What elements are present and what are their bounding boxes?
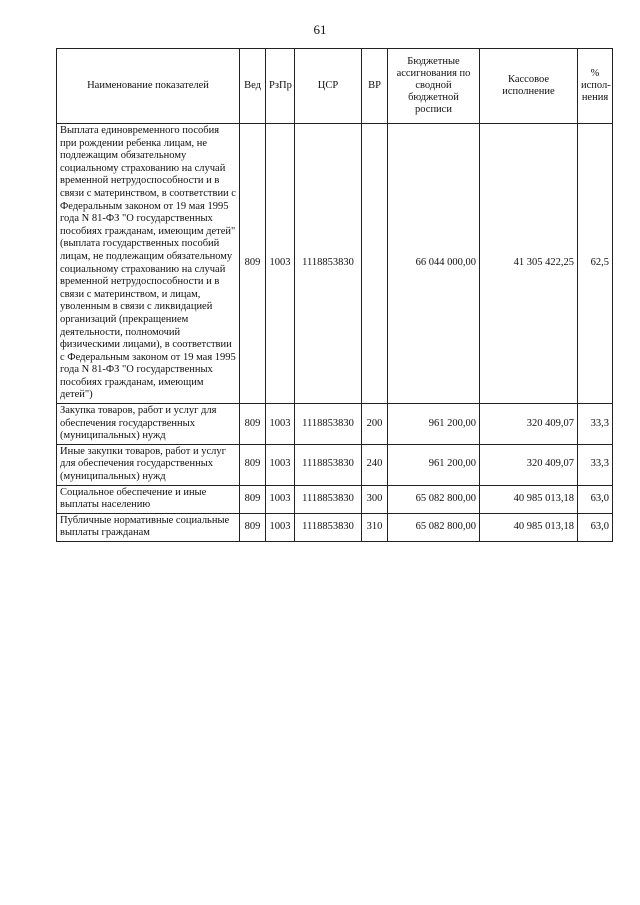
table-row bbox=[57, 404, 613, 445]
row-budget: 961 200,00 bbox=[388, 404, 480, 445]
row-rzpr: 1003 bbox=[266, 485, 295, 513]
row-budget: 65 082 800,00 bbox=[388, 485, 480, 513]
row-rzpr: 1003 bbox=[266, 404, 295, 445]
row-cash: 320 409,07 bbox=[480, 404, 578, 445]
table-row bbox=[57, 485, 613, 513]
header-ved: Вед bbox=[240, 49, 266, 124]
row-ved: 809 bbox=[240, 124, 266, 404]
row-vr: 240 bbox=[362, 444, 388, 485]
header-percent: % испол-нения bbox=[578, 49, 613, 124]
header-rzpr: РзПр bbox=[266, 49, 295, 124]
table-row bbox=[57, 444, 613, 485]
row-cash: 40 985 013,18 bbox=[480, 485, 578, 513]
header-vr: ВР bbox=[362, 49, 388, 124]
row-csr: 1118853830 bbox=[295, 485, 362, 513]
row-csr: 1118853830 bbox=[295, 513, 362, 541]
row-cash: 320 409,07 bbox=[480, 444, 578, 485]
row-csr: 1118853830 bbox=[295, 404, 362, 445]
table-header-row bbox=[57, 49, 613, 124]
row-name: Социальное обеспечение и иные выплаты населению bbox=[57, 485, 240, 513]
row-name: Закупка товаров, работ и услуг для обеспечения государственных (муниципальных) нужд bbox=[57, 404, 240, 445]
table-row bbox=[57, 124, 613, 404]
row-percent: 33,3 bbox=[578, 404, 613, 445]
row-percent: 33,3 bbox=[578, 444, 613, 485]
budget-table bbox=[56, 48, 613, 542]
row-name: Публичные нормативные социальные выплаты гражданам bbox=[57, 513, 240, 541]
table-row bbox=[57, 513, 613, 541]
row-ved: 809 bbox=[240, 444, 266, 485]
row-vr: 310 bbox=[362, 513, 388, 541]
row-csr: 1118853830 bbox=[295, 444, 362, 485]
row-ved: 809 bbox=[240, 485, 266, 513]
row-rzpr: 1003 bbox=[266, 124, 295, 404]
row-name: Иные закупки товаров, работ и услуг для обеспечения государственных (муниципальных) нужд bbox=[57, 444, 240, 485]
header-budget: Бюджетные ассигнования по сводной бюджетной росписи bbox=[388, 49, 480, 124]
header-cash: Кассовое исполнение bbox=[480, 49, 578, 124]
header-csr: ЦСР bbox=[295, 49, 362, 124]
row-cash: 41 305 422,25 bbox=[480, 124, 578, 404]
page-number: 61 bbox=[313, 22, 327, 37]
row-percent: 62,5 bbox=[578, 124, 613, 404]
header-name: Наименование показателей bbox=[57, 49, 240, 124]
row-budget: 65 082 800,00 bbox=[388, 513, 480, 541]
row-cash: 40 985 013,18 bbox=[480, 513, 578, 541]
row-budget: 66 044 000,00 bbox=[388, 124, 480, 404]
row-vr bbox=[362, 124, 388, 404]
row-ved: 809 bbox=[240, 513, 266, 541]
row-percent: 63,0 bbox=[578, 485, 613, 513]
row-rzpr: 1003 bbox=[266, 513, 295, 541]
row-vr: 200 bbox=[362, 404, 388, 445]
row-name: Выплата единовременного пособия при рождении ребенка лицам, не подлежащим обязательному социальному страхованию на случай временной нетрудоспособности и в связи с материнством, в соответствии с Федеральным законом от 19 мая 1995 года N 81-ФЗ "О государственных пособиях гражданам, имеющим детей" (выплата государственных пособий лицам, не подлежащим обязательному социальному страхованию на случай временной нетрудоспособности и в связи с материнством, и лицам, уволенным в связи с ликвидацией организаций (прекращением деятельности, полномочий физическими лицами), в соответствии с Федеральным законом от 19 мая 1995 года N 81-ФЗ "О государственных пособиях гражданам, имеющим детей") bbox=[57, 124, 240, 404]
row-csr: 1118853830 bbox=[295, 124, 362, 404]
row-vr: 300 bbox=[362, 485, 388, 513]
row-rzpr: 1003 bbox=[266, 444, 295, 485]
row-budget: 961 200,00 bbox=[388, 444, 480, 485]
row-percent: 63,0 bbox=[578, 513, 613, 541]
row-ved: 809 bbox=[240, 404, 266, 445]
